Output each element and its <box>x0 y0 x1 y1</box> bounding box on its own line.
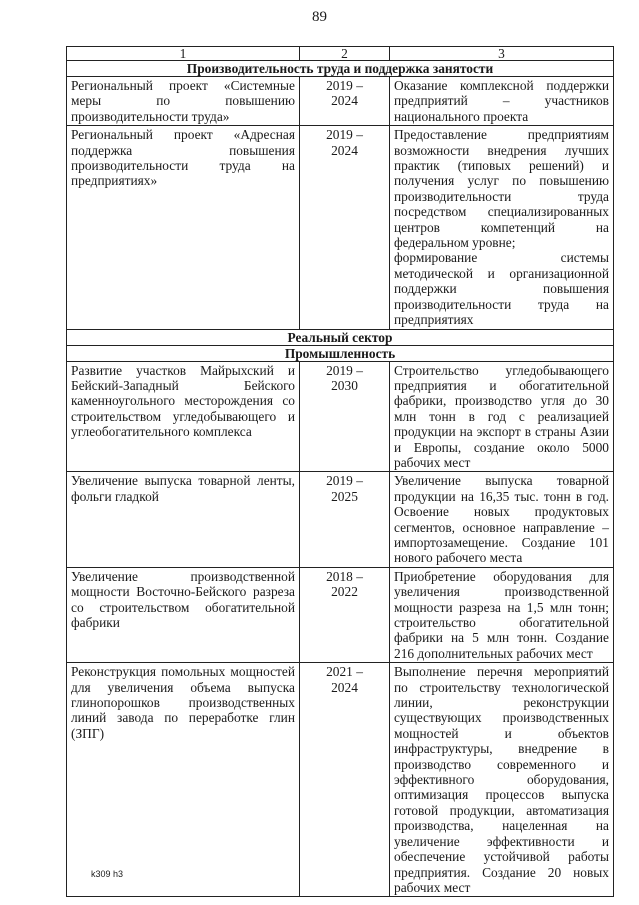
project-name: Региональный проект «Адресная поддержка повышения производительности труда на предприятиях» <box>67 126 300 329</box>
period-line: 2024 <box>331 679 358 695</box>
period-line: 2021 – <box>326 664 363 680</box>
period-line: 2019 – <box>326 127 363 143</box>
table-row <box>67 663 614 897</box>
column-header-3: 3 <box>390 47 614 61</box>
period-line: 2022 <box>331 584 358 600</box>
page-number: 89 <box>312 9 327 25</box>
period-line: 2019 – <box>326 473 363 489</box>
table-header-row <box>67 47 614 61</box>
project-name: Реконструкция помольных мощностей для увеличения объема выпуска глинопорошков производственных линий завода по переработке глин (ЗПГ) <box>67 663 300 897</box>
period-line: 2018 – <box>326 568 363 584</box>
implementation-period <box>300 361 390 472</box>
result-paragraph: Оказание комплексной поддержки предприятий – участников национального проекта <box>394 78 609 124</box>
table-row <box>67 77 614 126</box>
section-header-row <box>67 329 614 345</box>
measures-table <box>66 46 614 897</box>
implementation-period <box>300 472 390 567</box>
period-line: 2030 <box>331 377 358 393</box>
result-paragraph: Приобретение оборудования для увеличения производственной мощности разреза на 1,5 млн тонн; строительство обогатительной фабрики на 5 млн тонн. Создание 216 дополнительных рабочих мест <box>394 568 609 661</box>
expected-result <box>390 567 614 662</box>
implementation-period <box>300 663 390 897</box>
project-name: Увеличение производственной мощности Восточно-Бейского разреза со строительством обогатительной фабрики <box>67 567 300 662</box>
period-line: 2024 <box>331 142 358 158</box>
implementation-period <box>300 567 390 662</box>
expected-result <box>390 663 614 897</box>
expected-result <box>390 472 614 567</box>
expected-result <box>390 361 614 472</box>
expected-result <box>390 126 614 329</box>
section-title: Реальный сектор <box>67 329 614 345</box>
table-row <box>67 567 614 662</box>
period-line: 2019 – <box>326 362 363 378</box>
table-row <box>67 361 614 472</box>
period-line: 2024 <box>331 93 358 109</box>
result-paragraph: Строительство угледобывающего предприятия и обогатительной фабрики, производство угля до 30 млн тонн в год с реализацией продукции на экспорт в страны Азии и Европы, создание около 5000 рабочих мест <box>394 362 609 470</box>
table-body <box>67 47 614 897</box>
period-line: 2025 <box>331 488 358 504</box>
table-row <box>67 472 614 567</box>
project-name: Региональный проект «Системные меры по повышению производительности труда» <box>67 77 300 126</box>
period-line: 2019 – <box>326 78 363 93</box>
section-header-row <box>67 345 614 361</box>
result-paragraph: Выполнение перечня мероприятий по строительству технологической линии, реконструкции существующих производственных мощностей и объектов инфраструктуры, внедрение в производство современного и эффективного оборудования, оптимизация процессов выпуска готовой продукции, автоматизация производства, нацеленная на увеличение эффективности и обеспечение устойчивой работы предприятия. Создание 20 новых рабочих мест <box>394 664 609 895</box>
project-name: Увеличение выпуска товарной ленты, фольги гладкой <box>67 472 300 567</box>
section-header-row <box>67 61 614 77</box>
result-paragraph: Предоставление предприятиям возможности внедрения лучших практик (типовых решений) и получения услуг по повышению производительности труда посредством специализированных центров компетенций на федеральном уровне; <box>394 127 609 251</box>
section-title: Промышленность <box>67 345 614 361</box>
column-header-2: 2 <box>300 47 390 61</box>
section-title: Производительность труда и поддержка занятости <box>67 61 614 77</box>
implementation-period <box>300 126 390 329</box>
column-header-1: 1 <box>67 47 300 61</box>
result-paragraph: формирование системы методической и организационной поддержки повышения производительности труда на предприятиях <box>394 250 609 328</box>
implementation-period <box>300 77 390 126</box>
result-paragraph: Увеличение выпуска товарной продукции на 16,35 тыс. тонн в год. Освоение новых продуктовых сегментов, основное направление – импортозамещение. Создание 101 нового рабочего места <box>394 473 609 566</box>
footer-code: k309 h3 <box>91 869 124 879</box>
expected-result <box>390 77 614 126</box>
project-name: Развитие участков Майрыхский и Бейский-Западный Бейского каменноугольного месторождения со строительством угледобывающего и углеобогатительного комплекса <box>67 361 300 472</box>
table-row <box>67 126 614 329</box>
